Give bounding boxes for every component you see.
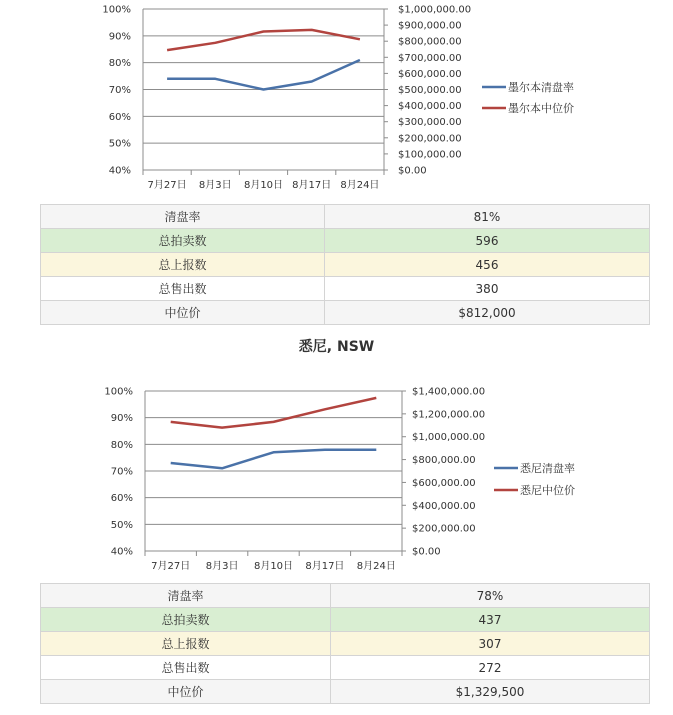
y-left-tick-label: 70% <box>108 85 131 96</box>
y-left-tick-label: 90% <box>110 413 133 425</box>
stat-value: 307 <box>331 632 650 656</box>
table-row <box>41 584 650 608</box>
y-left-tick-label: 100% <box>102 4 131 16</box>
y-right-tick-label: $600,000.00 <box>398 68 462 80</box>
stat-label: 清盘率 <box>41 584 331 608</box>
x-tick-label: 8月3日 <box>205 561 239 572</box>
stat-value: 596 <box>325 229 650 253</box>
table-row <box>41 205 650 229</box>
y-right-tick-label: $0.00 <box>412 546 441 558</box>
y-right-tick-label: $200,000.00 <box>412 523 476 535</box>
x-tick-label: 8月17日 <box>305 561 345 572</box>
stat-value: 81% <box>325 205 650 229</box>
series-line-median-price <box>167 30 360 50</box>
stat-value: 78% <box>331 584 650 608</box>
stat-label: 总拍卖数 <box>41 229 325 253</box>
stat-label: 中位价 <box>41 680 331 704</box>
y-left-tick-label: 60% <box>108 111 131 123</box>
table-row <box>41 253 650 277</box>
stat-value: $1,329,500 <box>331 680 650 704</box>
melbourne-chart <box>0 0 673 200</box>
legend-label: 悉尼清盘率 <box>520 462 575 475</box>
stat-label: 清盘率 <box>41 205 325 229</box>
x-tick-label: 8月10日 <box>243 180 284 191</box>
y-left-tick-label: 40% <box>110 546 133 558</box>
legend-label: 墨尔本清盘率 <box>508 81 574 94</box>
x-tick-label: 8月24日 <box>340 180 380 191</box>
y-left-tick-label: 40% <box>108 165 131 177</box>
series-line-clearance-rate <box>167 60 360 90</box>
table-row <box>41 608 650 632</box>
table-row <box>41 632 650 656</box>
stat-value: 437 <box>331 608 650 632</box>
legend-label: 墨尔本中位价 <box>508 102 574 115</box>
table-row <box>41 301 650 325</box>
y-right-tick-label: $800,000.00 <box>398 36 462 48</box>
stat-label: 中位价 <box>41 301 325 325</box>
stat-value: 272 <box>331 656 650 680</box>
stat-label: 总上报数 <box>41 253 325 277</box>
sydney-chart <box>0 378 673 580</box>
y-right-tick-label: $1,000,000.00 <box>398 4 472 16</box>
y-right-tick-label: $900,000.00 <box>398 20 462 32</box>
y-right-tick-label: $800,000.00 <box>412 455 476 467</box>
y-left-tick-label: 70% <box>110 466 133 478</box>
y-right-tick-label: $0.00 <box>398 165 427 177</box>
stat-label: 总售出数 <box>41 656 331 680</box>
x-tick-label: 7月27日 <box>147 180 187 191</box>
y-right-tick-label: $600,000.00 <box>412 477 476 489</box>
x-tick-label: 8月10日 <box>253 561 294 572</box>
y-right-tick-label: $100,000.00 <box>398 149 462 161</box>
x-tick-label: 7月27日 <box>151 561 191 572</box>
stat-value: $812,000 <box>325 301 650 325</box>
stat-label: 总上报数 <box>41 632 331 656</box>
y-left-tick-label: 90% <box>108 31 131 43</box>
y-right-tick-label: $300,000.00 <box>398 117 462 129</box>
x-tick-label: 8月3日 <box>198 180 232 191</box>
legend-label: 悉尼中位价 <box>520 484 575 497</box>
y-left-tick-label: 60% <box>110 493 133 505</box>
x-tick-label: 8月24日 <box>356 561 396 572</box>
y-right-tick-label: $1,400,000.00 <box>412 386 486 398</box>
y-left-tick-label: 100% <box>104 386 133 398</box>
stat-value: 380 <box>325 277 650 301</box>
table-row <box>41 229 650 253</box>
sydney-section-title: 悉尼, NSW <box>298 339 375 355</box>
melbourne-line-chart <box>0 0 673 200</box>
y-right-tick-label: $1,200,000.00 <box>412 409 486 421</box>
y-right-tick-label: $700,000.00 <box>398 52 462 64</box>
series-line-clearance-rate <box>171 450 377 469</box>
y-left-tick-label: 50% <box>108 138 131 150</box>
table-row <box>41 680 650 704</box>
y-right-tick-label: $400,000.00 <box>398 101 462 113</box>
melbourne-stats-table <box>40 204 650 325</box>
stat-value: 456 <box>325 253 650 277</box>
y-right-tick-label: $1,000,000.00 <box>412 432 486 444</box>
stat-label: 总售出数 <box>41 277 325 301</box>
y-left-tick-label: 80% <box>110 439 133 451</box>
sydney-line-chart <box>0 378 673 580</box>
stat-label: 总拍卖数 <box>41 608 331 632</box>
y-right-tick-label: $500,000.00 <box>398 85 462 96</box>
x-tick-label: 8月17日 <box>292 180 332 191</box>
y-left-tick-label: 80% <box>108 58 131 70</box>
table-row <box>41 277 650 301</box>
y-right-tick-label: $200,000.00 <box>398 133 462 145</box>
table-row <box>41 656 650 680</box>
sydney-stats-table <box>40 583 650 704</box>
y-right-tick-label: $400,000.00 <box>412 500 476 512</box>
series-line-median-price <box>171 398 377 428</box>
y-left-tick-label: 50% <box>110 519 133 531</box>
